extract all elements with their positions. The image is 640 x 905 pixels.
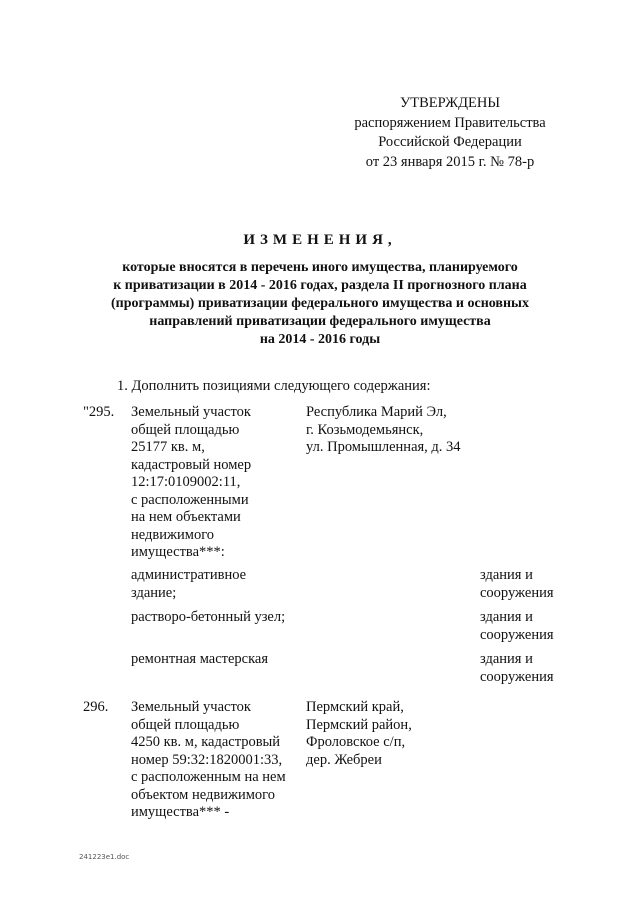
approval-date-line: от 23 января 2015 г. № 78-р	[365, 153, 535, 170]
item-location: Республика Марий Эл, г. Козьмодемьянск, ул. Промышленная, д. 34	[306, 404, 461, 455]
approval-line: Российской Федерации	[378, 134, 522, 150]
file-name-footer: 241223e1.doc	[79, 853, 130, 861]
approval-block	[330, 94, 570, 172]
subitem-type: здания и сооружения	[480, 609, 554, 643]
subitem-name: растворо-бетонный узел;	[131, 609, 286, 625]
subitem-type: здания и сооружения	[480, 567, 554, 601]
subitem-name: ремонтная мастерская	[131, 651, 269, 667]
subitem-name: административное здание;	[131, 567, 247, 601]
item-description: Земельный участок общей площадью 4250 кв. м, кадастровый номер 59:32:1820001:33, с расположенным на нем объектом недвижимого имущества*** -	[131, 699, 286, 820]
intro-paragraph: 1. Дополнить позициями следующего содержания:	[117, 378, 431, 394]
item-number: "295.	[83, 404, 115, 420]
item-location: Пермский край, Пермский район, Фроловское с/п, дер. Жебреи	[306, 699, 412, 768]
subitem-type: здания и сооружения	[480, 651, 554, 685]
item-description: Земельный участок общей площадью 25177 кв. м, кадастровый номер 12:17:0109002:11, с расположенными на нем объектами недвижимого имущества***:	[131, 404, 252, 560]
approval-heading: УТВЕРЖДЕНЫ	[399, 95, 501, 111]
approval-line: распоряжением Правительства	[354, 114, 546, 131]
document-subtitle: которые вносятся в перечень иного имущества, планируемого к приватизации в 2014 - 2016 годах, раздела II прогнозного плана (программы) приватизации федерального имущества и основных направлений приватизации федерального имущества на 2014 - 2016 годы	[111, 260, 529, 347]
item-number: 296.	[83, 699, 109, 715]
document-title: ИЗМЕНЕНИЯ,	[243, 232, 397, 248]
